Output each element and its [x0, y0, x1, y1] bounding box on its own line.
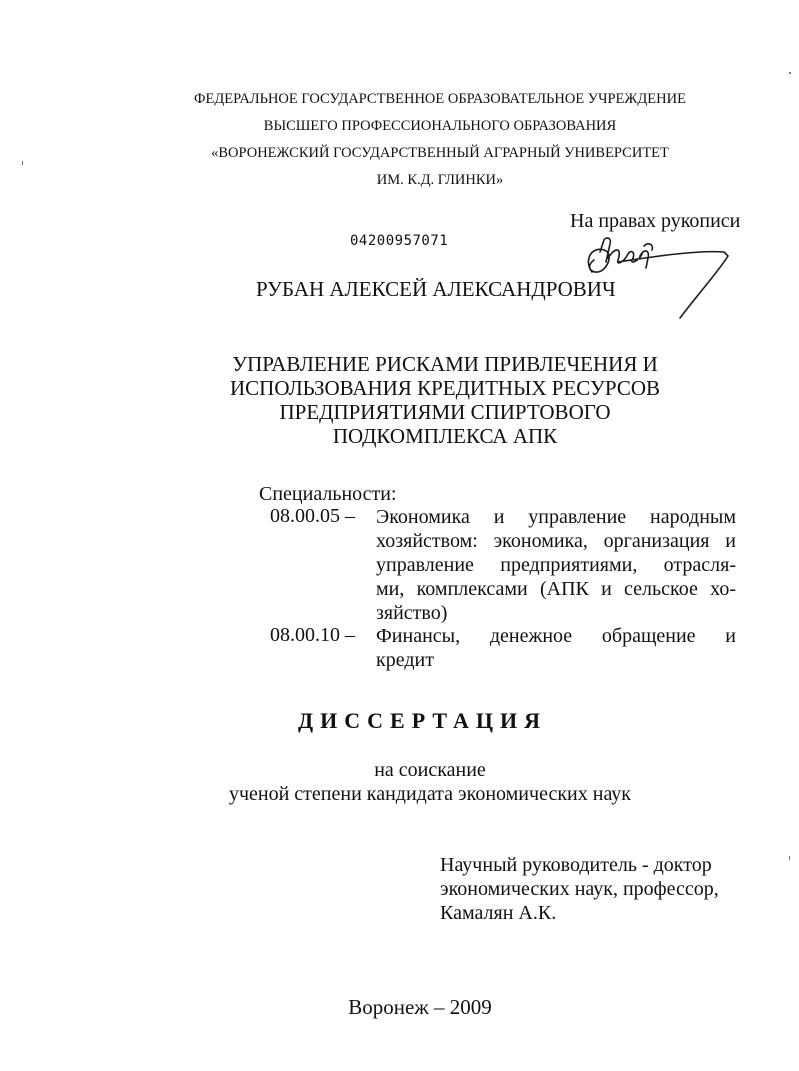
degree-line: на соискание [374, 759, 486, 781]
title-line: ИСПОЛЬЗОВАНИЯ КРЕДИТНЫХ РЕСУРСОВ [229, 376, 661, 400]
supervisor-block [440, 853, 719, 925]
dissertation-title [175, 352, 715, 448]
specialty-code: 08.00.10 – [270, 624, 355, 646]
institution-line: ФЕДЕРАЛЬНОЕ ГОСУДАРСТВЕННОЕ ОБРАЗОВАТЕЛЬНОЕ УЧРЕЖДЕНИЕ [194, 91, 686, 107]
specialty-line: Экономика и управление народным [376, 506, 736, 528]
author-name: РУБАН АЛЕКСЕЙ АЛЕКСАНДРОВИЧ [256, 277, 616, 301]
institution-line: ИМ. К.Д. ГЛИНКИ» [376, 172, 504, 188]
institution-line: ВЫСШЕГО ПРОФЕССИОНАЛЬНОГО ОБРАЗОВАНИЯ [263, 118, 617, 134]
document-type: ДИССЕРТАЦИЯ [298, 708, 547, 733]
specialty-line: хозяйством: экономика, организация и [376, 530, 736, 552]
city-year: Воронеж – 2009 [348, 995, 492, 1019]
specialty-description [376, 505, 736, 625]
specialty-description [376, 624, 736, 672]
supervisor-line: Научный руководитель - доктор [440, 854, 712, 876]
title-line: ПРЕДПРИЯТИЯМИ СПИРТОВОГО [279, 400, 611, 424]
specialty-line: кредит [376, 649, 434, 671]
title-line: ПОДКОМПЛЕКСА АПК [332, 424, 558, 448]
scan-speck [789, 856, 790, 860]
degree-line: ученой степени кандидата экономических наук [228, 783, 632, 805]
specialty-line: ми, комплексами (АПК и сельское хо- [376, 578, 736, 600]
specialty-code: 08.00.05 – [270, 505, 355, 527]
scan-speck [789, 72, 791, 74]
registration-code: 04200957071 [350, 233, 449, 249]
rights-notice: На правах рукописи [570, 210, 741, 232]
specialty-line: зяйство) [376, 602, 448, 624]
scan-speck [22, 161, 23, 165]
specialties-heading: Специальности: [259, 483, 397, 505]
supervisor-line: экономических наук, профессор, [440, 878, 719, 900]
degree-statement [160, 758, 700, 806]
institution-header [150, 86, 730, 194]
specialty-line: Финансы, денежное обращение и [376, 625, 736, 647]
institution-line: «ВОРОНЕЖСКИЙ ГОСУДАРСТВЕННЫЙ АГРАРНЫЙ УНИВЕРСИТЕТ [211, 145, 669, 161]
specialty-line: управление предприятиями, отрасля- [376, 554, 736, 576]
supervisor-line: Камалян А.К. [440, 902, 557, 924]
title-line: УПРАВЛЕНИЕ РИСКАМИ ПРИВЛЕЧЕНИЯ И [232, 352, 658, 376]
